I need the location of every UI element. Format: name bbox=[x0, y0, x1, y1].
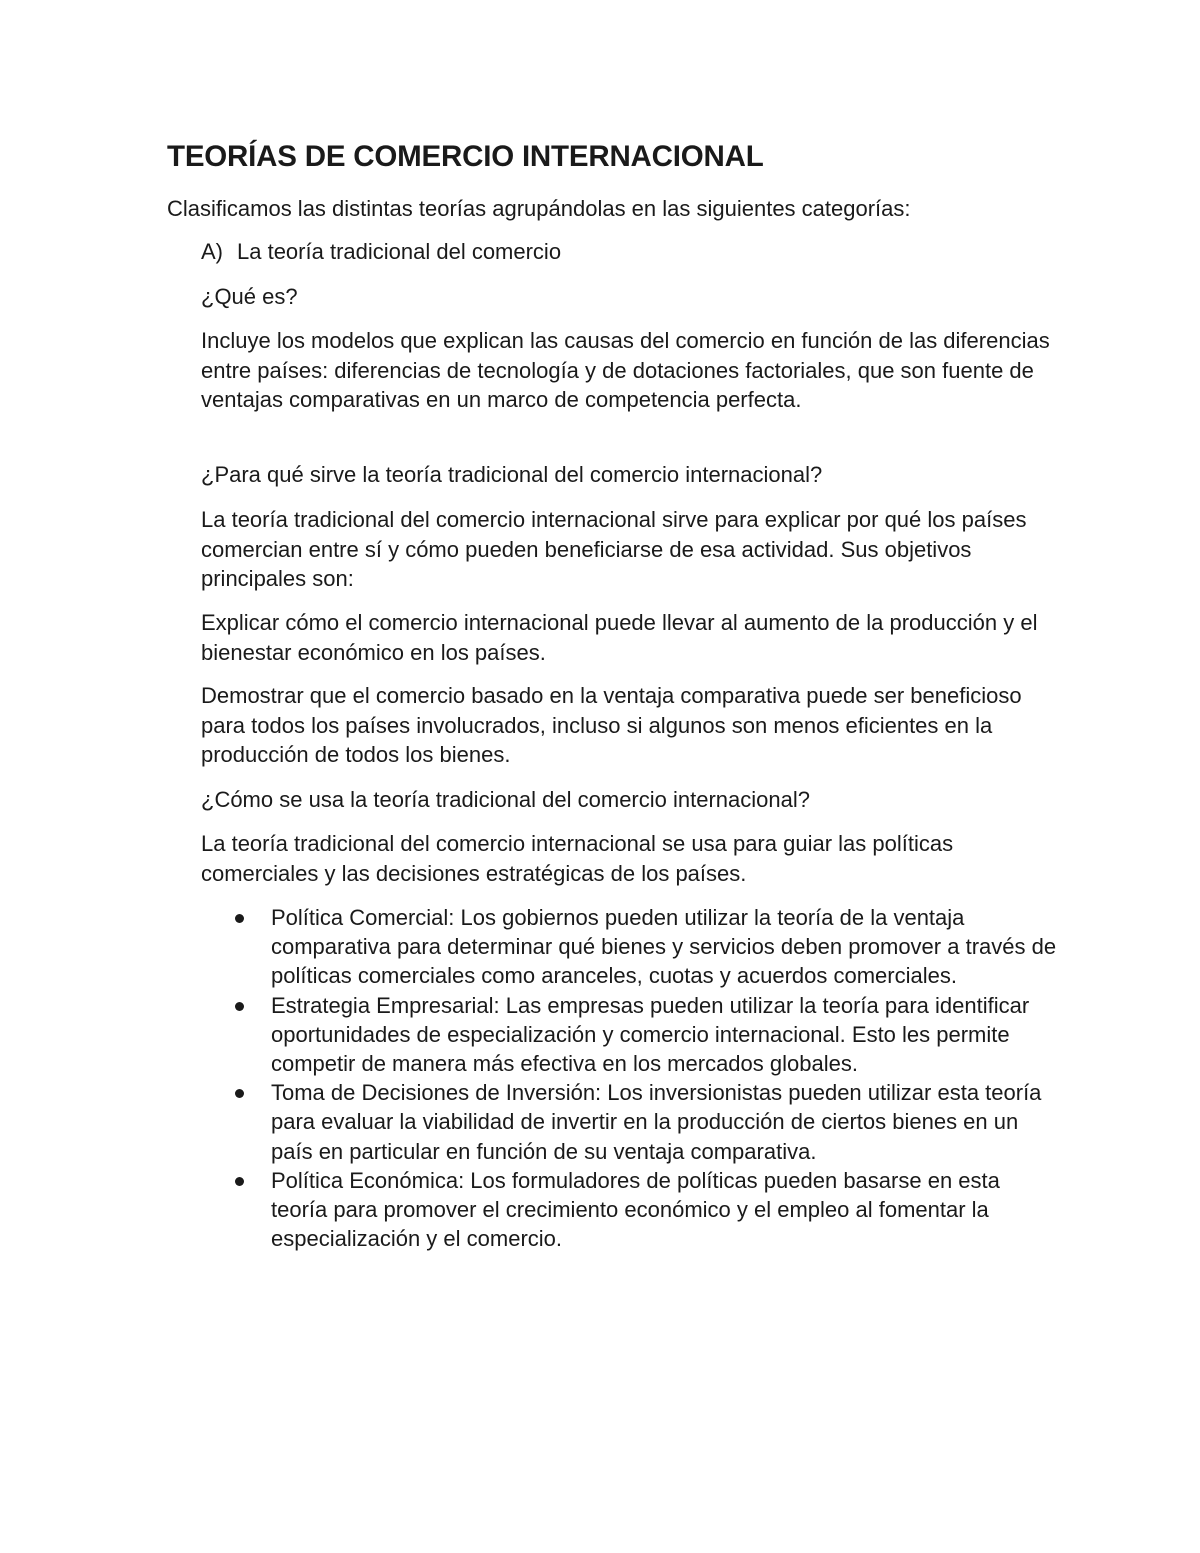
bullet-item bbox=[201, 1078, 1061, 1166]
section-a-heading bbox=[201, 237, 1061, 267]
section-a-title: La teoría tradicional del comercio bbox=[237, 239, 562, 264]
bullet-dot-icon bbox=[235, 1089, 244, 1098]
document-title: TEORÍAS DE COMERCIO INTERNACIONAL bbox=[167, 140, 764, 173]
bullet-text: Política Comercial: Los gobiernos pueden utilizar la teoría de la ventaja comparativa para determinar qué bienes y servicios deben promover a través de políticas comerciales como aranceles, cuotas y acuerdos comerciales. bbox=[271, 905, 1057, 989]
bullet-text: Toma de Decisiones de Inversión: Los inversionistas pueden utilizar esta teoría para evaluar la viabilidad de invertir en la producción de ciertos bienes en un país en particular en función de su ventaja comparativa. bbox=[271, 1080, 1042, 1164]
paragraph-objective-2: Demostrar que el comercio basado en la ventaja comparativa puede ser beneficioso para todos los países involucrados, incluso si algunos son menos eficientes en la producción de todos los bienes. bbox=[201, 683, 1022, 767]
bullet-dot-icon bbox=[235, 914, 244, 923]
bullet-dot-icon bbox=[235, 1177, 244, 1186]
bullet-item bbox=[201, 1166, 1061, 1254]
question-what-is: ¿Qué es? bbox=[201, 284, 298, 309]
paragraph-usage: La teoría tradicional del comercio internacional se usa para guiar las políticas comerciales y las decisiones estratégicas de los países. bbox=[201, 831, 954, 886]
question-usage: ¿Cómo se usa la teoría tradicional del comercio internacional? bbox=[201, 787, 810, 812]
bullet-text: Política Económica: Los formuladores de políticas pueden basarse en esta teoría para promover el crecimiento económico y el empleo al fomentar la especialización y el comercio. bbox=[271, 1167, 1000, 1252]
bullet-item bbox=[201, 991, 1061, 1079]
intro-paragraph: Clasificamos las distintas teorías agrupándolas en las siguientes categorías: bbox=[167, 196, 911, 221]
paragraph-objective-1: Explicar cómo el comercio internacional puede llevar al aumento de la producción y el bienestar económico en los países. bbox=[201, 610, 1038, 665]
usage-bullet-list bbox=[201, 903, 1061, 1253]
question-purpose: ¿Para qué sirve la teoría tradicional del comercio internacional? bbox=[201, 462, 823, 487]
bullet-item bbox=[201, 903, 1061, 991]
bullet-text: Estrategia Empresarial: Las empresas pueden utilizar la teoría para identificar oportunidades de especialización y comercio internacional. Esto les permite competir de manera más efectiva en los mercados globales. bbox=[271, 992, 1030, 1077]
paragraph-purpose: La teoría tradicional del comercio internacional sirve para explicar por qué los países comercian entre sí y cómo pueden beneficiarse de esa actividad. Sus objetivos principales son: bbox=[201, 507, 1027, 591]
paragraph-definition: Incluye los modelos que explican las causas del comercio en función de las diferencias entre países: diferencias de tecnología y de dotaciones factoriales, que son fuente de ventajas comparativas en un marco de competencia perfecta. bbox=[201, 328, 1050, 412]
section-a-marker: A) bbox=[201, 239, 223, 264]
bullet-dot-icon bbox=[235, 1002, 244, 1011]
